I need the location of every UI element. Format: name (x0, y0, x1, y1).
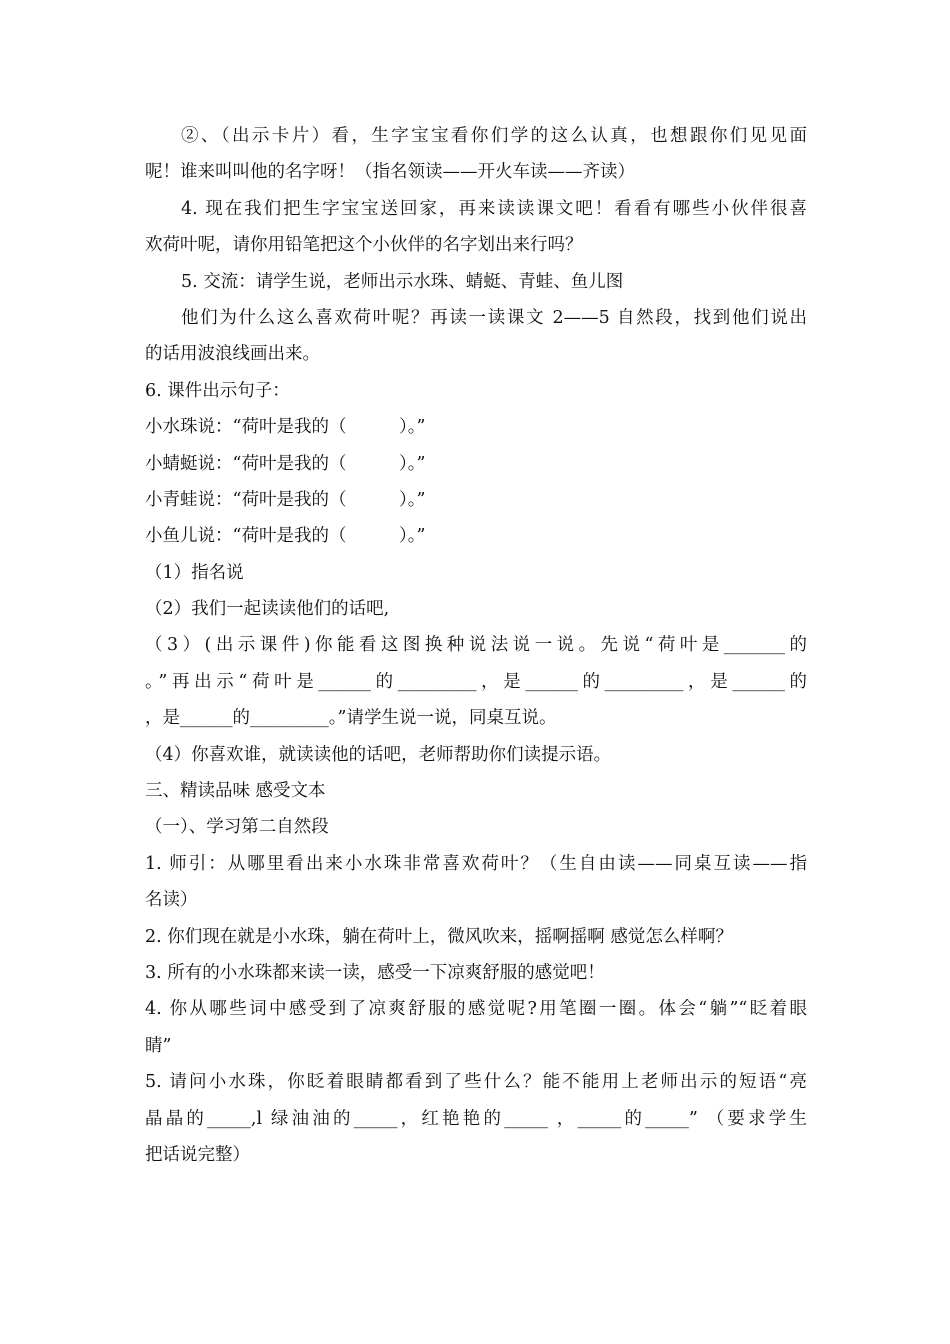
text-line: 呢！谁来叫叫他的名字呀！（指名领读——开火车读——齐读） (145, 162, 635, 183)
text-line: 3. 所有的小水珠都来读一读，感受一下凉爽舒服的感觉吧！ (145, 962, 605, 983)
text-line: 名读） (145, 890, 198, 911)
text-line: 晶晶的_____,l 绿油油的_____，红艳艳的_____ ，_____的_____” （要求学生 (145, 1108, 807, 1129)
text-line: 把话说完整） (145, 1144, 250, 1165)
text-line: 的话用波浪线画出来。 (145, 344, 320, 365)
text-line: 三、精读品味 感受文本 (145, 781, 326, 802)
text-line: 6. 课件出示句子： (145, 380, 290, 401)
text-line: ②、（出示卡片）看，生字宝宝看你们学的这么认真，也想跟你们见见面 (181, 126, 807, 146)
text-line: （一）、学习第二自然段 (145, 817, 329, 838)
text-line: 他们为什么这么喜欢荷叶呢？再读一读课文 2——5 自然段，找到他们说出 (181, 307, 807, 328)
text-line: 小蜻蜓说：“荷叶是我的（ ）。” (145, 453, 426, 474)
text-line: 5. 交流：请学生说，老师出示水珠、蜻蜓、青蛙、鱼儿图 (181, 271, 624, 292)
text-line: 睛” (145, 1035, 172, 1056)
text-line: 2. 你们现在就是小水珠，躺在荷叶上，微风吹来，摇啊摇啊 感觉怎么样啊？ (145, 926, 733, 947)
text-line: 。”再出示“荷叶是______的_________，是______的_________，是______的 (145, 671, 807, 692)
document-body (145, 118, 807, 1173)
text-line: 4. 你从哪些词中感受到了凉爽舒服的感觉呢?用笔圈一圈。体会“躺”“眨着眼 (145, 999, 807, 1020)
text-line: 小青蛙说：“荷叶是我的（ ）。” (145, 489, 426, 510)
text-line: 小鱼儿说：“荷叶是我的（ ）。” (145, 526, 426, 547)
text-line: （4）你喜欢谁，就读读他的话吧，老师帮助你们读提示语。 (145, 744, 612, 765)
text-line: （1）指名说 (145, 562, 244, 583)
text-line: 1. 师引：从哪里看出来小水珠非常喜欢荷叶？（生自由读——同桌互读——指 (145, 853, 807, 874)
text-line: 5. 请问小水珠，你眨着眼睛都看到了些什么？能不能用上老师出示的短语“亮 (145, 1072, 807, 1093)
text-line: 欢荷叶呢，请你用铅笔把这个小伙伴的名字划出来行吗？ (145, 235, 583, 256)
text-line: （2）我们一起读读他们的话吧, (145, 599, 390, 620)
text-line: ，是______的_________。”请学生说一说，同桌互说。 (145, 708, 557, 729)
text-line: 小水珠说：“荷叶是我的（ ）。” (145, 417, 426, 438)
text-line: 4. 现在我们把生字宝宝送回家，再来读读课文吧！看看有哪些小伙伴很喜 (181, 198, 807, 219)
text-line: （3）(出示课件)你能看这图换种说法说一说。先说“荷叶是_______的 (145, 635, 807, 656)
